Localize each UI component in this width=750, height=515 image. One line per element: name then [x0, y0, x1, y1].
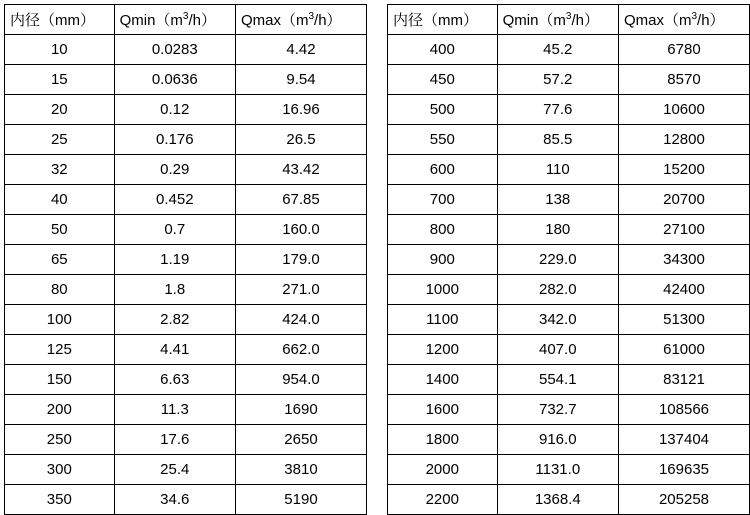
header-superscript: 3: [182, 11, 189, 22]
cell-inner-diameter: 80: [5, 275, 115, 305]
cell-qmin: 0.0636: [114, 65, 235, 95]
table-row: [388, 65, 750, 95]
cell-inner-diameter: 50: [5, 215, 115, 245]
cell-qmin: 0.0283: [114, 35, 235, 65]
cell-inner-diameter: 300: [5, 455, 115, 485]
header-text-tail: /h）: [314, 12, 342, 29]
cell-qmax: 27100: [618, 215, 749, 245]
header-text-tail: /h）: [697, 12, 725, 29]
cell-qmin: 77.6: [497, 95, 618, 125]
table-row: [388, 155, 750, 185]
cell-qmin: 85.5: [497, 125, 618, 155]
cell-qmax: 169635: [618, 455, 749, 485]
cell-qmin: 0.12: [114, 95, 235, 125]
cell-qmin: 0.7: [114, 215, 235, 245]
cell-qmax: 108566: [618, 395, 749, 425]
diameter-flow-table-right: [387, 4, 750, 515]
cell-inner-diameter: 1100: [388, 305, 498, 335]
cell-qmin: 282.0: [497, 275, 618, 305]
table-row: [5, 65, 367, 95]
cell-qmin: 1131.0: [497, 455, 618, 485]
cell-qmax: 5190: [235, 485, 366, 515]
cell-inner-diameter: 1200: [388, 335, 498, 365]
cell-qmin: 407.0: [497, 335, 618, 365]
cell-qmin: 916.0: [497, 425, 618, 455]
table-row: [388, 275, 750, 305]
table-row: [5, 425, 367, 455]
cell-qmin: 138: [497, 185, 618, 215]
cell-inner-diameter: 250: [5, 425, 115, 455]
cell-qmax: 83121: [618, 365, 749, 395]
cell-inner-diameter: 500: [388, 95, 498, 125]
cell-inner-diameter: 550: [388, 125, 498, 155]
diameter-flow-table-left: [4, 4, 367, 515]
cell-qmin: 342.0: [497, 305, 618, 335]
cell-qmax: 26.5: [235, 125, 366, 155]
column-header-qmin: [497, 5, 618, 35]
cell-qmin: 17.6: [114, 425, 235, 455]
cell-qmin: 180: [497, 215, 618, 245]
cell-qmax: 15200: [618, 155, 749, 185]
table-row: [5, 305, 367, 335]
cell-inner-diameter: 350: [5, 485, 115, 515]
cell-inner-diameter: 1000: [388, 275, 498, 305]
cell-inner-diameter: 10: [5, 35, 115, 65]
cell-qmax: 3810: [235, 455, 366, 485]
cell-qmin: 34.6: [114, 485, 235, 515]
cell-qmax: 34300: [618, 245, 749, 275]
cell-qmax: 954.0: [235, 365, 366, 395]
table-row: [388, 125, 750, 155]
table-row: [388, 305, 750, 335]
cell-inner-diameter: 32: [5, 155, 115, 185]
table-row: [388, 455, 750, 485]
header-text: Qmax（m: [240, 12, 309, 29]
cell-qmax: 205258: [618, 485, 749, 515]
cell-qmax: 12800: [618, 125, 749, 155]
table-row: [388, 185, 750, 215]
table-header-left: [5, 5, 367, 35]
table-body-left: [5, 35, 367, 515]
table-header-right: [388, 5, 750, 35]
cell-qmax: 662.0: [235, 335, 366, 365]
cell-qmin: 0.452: [114, 185, 235, 215]
table-row: [5, 485, 367, 515]
header-text: Qmin（m: [119, 12, 183, 29]
header-superscript: 3: [565, 11, 572, 22]
cell-qmax: 6780: [618, 35, 749, 65]
header-text-tail: /h）: [571, 12, 599, 29]
cell-qmax: 10600: [618, 95, 749, 125]
header-text: 内径（mm）: [10, 12, 95, 29]
column-header-qmax: [618, 5, 749, 35]
table-row: [388, 215, 750, 245]
table-row: [5, 215, 367, 245]
cell-inner-diameter: 1400: [388, 365, 498, 395]
table-row: [5, 395, 367, 425]
cell-inner-diameter: 15: [5, 65, 115, 95]
cell-inner-diameter: 150: [5, 365, 115, 395]
cell-inner-diameter: 1800: [388, 425, 498, 455]
cell-qmin: 0.176: [114, 125, 235, 155]
cell-qmax: 61000: [618, 335, 749, 365]
header-text: Qmin（m: [502, 12, 566, 29]
cell-inner-diameter: 20: [5, 95, 115, 125]
header-row: [388, 5, 750, 35]
table-row: [388, 425, 750, 455]
cell-qmax: 20700: [618, 185, 749, 215]
cell-qmax: 16.96: [235, 95, 366, 125]
cell-inner-diameter: 125: [5, 335, 115, 365]
table-row: [388, 95, 750, 125]
cell-inner-diameter: 25: [5, 125, 115, 155]
table-row: [5, 125, 367, 155]
table-row: [388, 395, 750, 425]
cell-inner-diameter: 200: [5, 395, 115, 425]
table-row: [388, 35, 750, 65]
cell-qmax: 67.85: [235, 185, 366, 215]
cell-inner-diameter: 450: [388, 65, 498, 95]
header-text: 内径（mm）: [393, 12, 478, 29]
cell-inner-diameter: 400: [388, 35, 498, 65]
cell-inner-diameter: 1600: [388, 395, 498, 425]
header-text-tail: /h）: [188, 12, 216, 29]
cell-qmin: 1368.4: [497, 485, 618, 515]
cell-qmin: 1.8: [114, 275, 235, 305]
cell-qmin: 2.82: [114, 305, 235, 335]
cell-inner-diameter: 800: [388, 215, 498, 245]
column-header-inner-diameter: [5, 5, 115, 35]
cell-inner-diameter: 2000: [388, 455, 498, 485]
table-row: [5, 185, 367, 215]
header-row: [5, 5, 367, 35]
table-row: [5, 365, 367, 395]
cell-qmax: 1690: [235, 395, 366, 425]
cell-qmax: 179.0: [235, 245, 366, 275]
cell-qmax: 2650: [235, 425, 366, 455]
cell-inner-diameter: 65: [5, 245, 115, 275]
cell-qmin: 732.7: [497, 395, 618, 425]
column-header-inner-diameter: [388, 5, 498, 35]
cell-qmin: 6.63: [114, 365, 235, 395]
cell-qmax: 9.54: [235, 65, 366, 95]
cell-inner-diameter: 100: [5, 305, 115, 335]
column-header-qmax: [235, 5, 366, 35]
header-superscript: 3: [691, 11, 698, 22]
cell-inner-diameter: 900: [388, 245, 498, 275]
cell-inner-diameter: 600: [388, 155, 498, 185]
table-row: [5, 155, 367, 185]
cell-qmax: 160.0: [235, 215, 366, 245]
cell-qmin: 554.1: [497, 365, 618, 395]
cell-qmin: 1.19: [114, 245, 235, 275]
table-body-right: [388, 35, 750, 515]
cell-qmin: 57.2: [497, 65, 618, 95]
cell-qmin: 4.41: [114, 335, 235, 365]
table-row: [5, 245, 367, 275]
cell-qmax: 51300: [618, 305, 749, 335]
cell-inner-diameter: 700: [388, 185, 498, 215]
cell-qmax: 271.0: [235, 275, 366, 305]
cell-qmin: 110: [497, 155, 618, 185]
table-row: [388, 335, 750, 365]
table-row: [388, 485, 750, 515]
cell-qmin: 229.0: [497, 245, 618, 275]
cell-qmax: 137404: [618, 425, 749, 455]
column-header-qmin: [114, 5, 235, 35]
cell-inner-diameter: 2200: [388, 485, 498, 515]
cell-qmin: 0.29: [114, 155, 235, 185]
cell-qmin: 45.2: [497, 35, 618, 65]
cell-inner-diameter: 40: [5, 185, 115, 215]
header-superscript: 3: [308, 11, 315, 22]
table-row: [5, 35, 367, 65]
cell-qmin: 11.3: [114, 395, 235, 425]
table-row: [388, 365, 750, 395]
table-row: [388, 245, 750, 275]
table-row: [5, 335, 367, 365]
table-row: [5, 95, 367, 125]
table-row: [5, 275, 367, 305]
table-row: [5, 455, 367, 485]
header-text: Qmax（m: [623, 12, 692, 29]
cell-qmax: 8570: [618, 65, 749, 95]
cell-qmin: 25.4: [114, 455, 235, 485]
cell-qmax: 42400: [618, 275, 749, 305]
cell-qmax: 43.42: [235, 155, 366, 185]
cell-qmax: 4.42: [235, 35, 366, 65]
cell-qmax: 424.0: [235, 305, 366, 335]
